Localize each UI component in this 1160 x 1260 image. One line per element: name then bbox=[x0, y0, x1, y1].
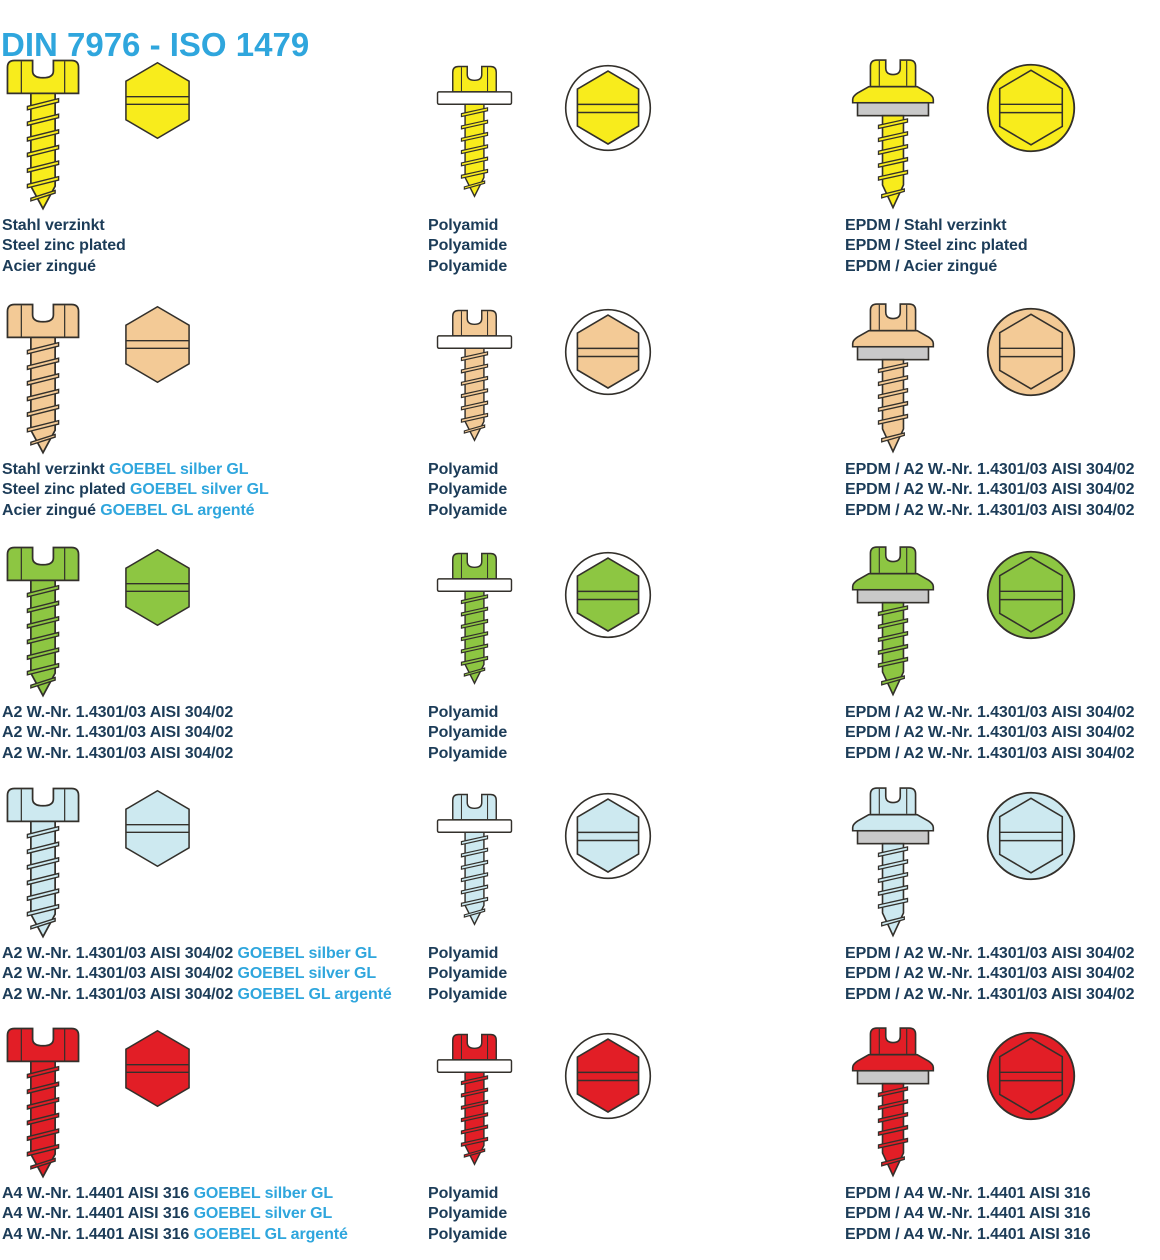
screw-polyamide-washer-side-view-icon bbox=[431, 543, 518, 696]
label-line bbox=[2, 703, 233, 723]
goebel-highlight: GOEBEL silver GL bbox=[237, 965, 377, 983]
screw-polyamide-washer-side-view-icon bbox=[431, 1024, 518, 1177]
product-row-steel-zinc bbox=[0, 48, 1160, 292]
label-text: Polyamide bbox=[428, 1205, 508, 1223]
material-label bbox=[428, 460, 507, 521]
label-line bbox=[2, 501, 269, 521]
label-line bbox=[845, 964, 1134, 984]
page-title: DIN 7976 - ISO 1479 bbox=[1, 26, 310, 64]
label-text: EPDM / Stahl verzinkt bbox=[845, 217, 1007, 234]
label-line bbox=[428, 985, 507, 1005]
screw-side-view-icon bbox=[4, 1024, 82, 1182]
label-text: EPDM / A4 W.-Nr. 1.4401 AISI 316 bbox=[845, 1205, 1091, 1223]
label-text: EPDM / A2 W.-Nr. 1.4301/03 AISI 304/02 bbox=[845, 945, 1135, 962]
material-label bbox=[428, 944, 507, 1005]
label-text: EPDM / A4 W.-Nr. 1.4401 AISI 316 bbox=[845, 1225, 1091, 1243]
label-line bbox=[428, 703, 507, 723]
label-line bbox=[845, 1184, 1091, 1204]
label-text: Polyamide bbox=[428, 257, 508, 275]
label-line bbox=[428, 257, 507, 277]
label-line bbox=[2, 1184, 348, 1204]
label-line bbox=[2, 480, 269, 500]
label-text: A2 W.-Nr. 1.4301/03 AISI 304/02 bbox=[2, 704, 234, 721]
label-line bbox=[2, 1225, 348, 1245]
label-text: Polyamide bbox=[428, 965, 508, 983]
screw-epdm-washer-side-view-icon bbox=[843, 300, 943, 458]
label-line bbox=[845, 257, 1028, 277]
product-row-a4-stainless-goebel bbox=[0, 1016, 1160, 1260]
label-line bbox=[845, 501, 1134, 521]
screw-polyamide-washer-top-view-icon bbox=[563, 1031, 653, 1121]
goebel-highlight: GOEBEL GL argenté bbox=[100, 501, 255, 519]
material-label bbox=[845, 703, 1134, 764]
label-line bbox=[428, 1225, 507, 1245]
label-line bbox=[845, 985, 1134, 1005]
goebel-highlight: GOEBEL GL argenté bbox=[237, 985, 392, 1003]
material-label bbox=[2, 944, 392, 1005]
label-text: A2 W.-Nr. 1.4301/03 AISI 304/02 bbox=[2, 724, 234, 742]
label-text: Stahl verzinkt bbox=[2, 217, 105, 234]
screw-top-view-icon bbox=[119, 788, 196, 869]
screw-polyamide-washer-top-view-icon bbox=[563, 307, 653, 397]
label-line bbox=[2, 257, 126, 277]
goebel-highlight: GOEBEL GL argenté bbox=[193, 1225, 348, 1243]
label-line bbox=[2, 460, 269, 480]
label-text: EPDM / A2 W.-Nr. 1.4301/03 AISI 304/02 bbox=[845, 724, 1135, 742]
goebel-highlight: GOEBEL silber GL bbox=[108, 461, 249, 478]
screw-side-view-icon bbox=[4, 56, 82, 214]
screw-epdm-washer-side-view-icon bbox=[843, 56, 943, 214]
label-text: Polyamide bbox=[428, 985, 508, 1003]
label-line bbox=[2, 944, 392, 964]
screw-polyamide-washer-top-view-icon bbox=[563, 791, 653, 881]
label-line bbox=[845, 460, 1134, 480]
material-label bbox=[2, 460, 269, 521]
material-label bbox=[2, 216, 126, 277]
label-line bbox=[428, 236, 507, 256]
screw-epdm-washer-top-view-icon bbox=[985, 306, 1077, 398]
label-line bbox=[428, 964, 507, 984]
label-line bbox=[845, 1225, 1091, 1245]
material-label bbox=[845, 944, 1134, 1005]
screw-side-view-icon bbox=[4, 300, 82, 458]
screw-epdm-washer-top-view-icon bbox=[985, 790, 1077, 882]
label-text: EPDM / Steel zinc plated bbox=[845, 237, 1028, 255]
product-row-steel-zinc-goebel bbox=[0, 292, 1160, 536]
screw-epdm-washer-top-view-icon bbox=[985, 1030, 1077, 1122]
screw-polyamide-washer-side-view-icon bbox=[431, 56, 518, 209]
label-text: A4 W.-Nr. 1.4401 AISI 316 bbox=[2, 1225, 194, 1243]
material-label bbox=[428, 1184, 507, 1245]
screw-polyamide-washer-top-view-icon bbox=[563, 63, 653, 153]
label-line bbox=[2, 744, 233, 764]
label-text: EPDM / Acier zingué bbox=[845, 257, 998, 275]
label-line bbox=[845, 480, 1134, 500]
label-line bbox=[2, 1204, 348, 1224]
label-line bbox=[428, 1184, 507, 1204]
goebel-highlight: GOEBEL silver GL bbox=[193, 1205, 333, 1223]
label-text: A4 W.-Nr. 1.4401 AISI 316 bbox=[2, 1205, 194, 1223]
label-text: Polyamide bbox=[428, 501, 508, 519]
screw-top-view-icon bbox=[119, 1028, 196, 1109]
label-text: Polyamide bbox=[428, 481, 508, 499]
goebel-highlight: GOEBEL silber GL bbox=[237, 945, 377, 962]
label-line bbox=[428, 1204, 507, 1224]
label-text: A2 W.-Nr. 1.4301/03 AISI 304/02 bbox=[2, 965, 238, 983]
goebel-highlight: GOEBEL silver GL bbox=[130, 481, 269, 499]
screw-epdm-washer-side-view-icon bbox=[843, 1024, 943, 1182]
screw-side-view-icon bbox=[4, 543, 82, 701]
screw-top-view-icon bbox=[119, 547, 196, 628]
material-label bbox=[845, 460, 1134, 521]
label-text: Polyamide bbox=[428, 237, 508, 255]
label-line bbox=[2, 723, 233, 743]
material-label bbox=[2, 703, 233, 764]
label-text: Acier zingué bbox=[2, 257, 96, 275]
material-label bbox=[428, 216, 507, 277]
label-text: A4 W.-Nr. 1.4401 AISI 316 bbox=[2, 1185, 194, 1202]
label-text: Steel zinc plated bbox=[2, 237, 126, 255]
label-line bbox=[845, 944, 1134, 964]
label-text: Polyamid bbox=[428, 217, 499, 234]
screw-polyamide-washer-side-view-icon bbox=[431, 784, 518, 937]
label-text: A2 W.-Nr. 1.4301/03 AISI 304/02 bbox=[2, 945, 238, 962]
screw-polyamide-washer-top-view-icon bbox=[563, 550, 653, 640]
screw-epdm-washer-side-view-icon bbox=[843, 543, 943, 701]
screw-polyamide-washer-side-view-icon bbox=[431, 300, 518, 453]
label-line bbox=[2, 216, 126, 236]
screw-top-view-icon bbox=[119, 304, 196, 385]
screw-epdm-washer-side-view-icon bbox=[843, 784, 943, 942]
label-text: Stahl verzinkt bbox=[2, 461, 109, 478]
label-text: EPDM / A2 W.-Nr. 1.4301/03 AISI 304/02 bbox=[845, 461, 1135, 478]
label-text: Polyamide bbox=[428, 724, 508, 742]
label-text: EPDM / A2 W.-Nr. 1.4301/03 AISI 304/02 bbox=[845, 501, 1135, 519]
label-line bbox=[428, 216, 507, 236]
label-text: EPDM / A2 W.-Nr. 1.4301/03 AISI 304/02 bbox=[845, 704, 1135, 721]
label-line bbox=[845, 744, 1134, 764]
label-line bbox=[428, 723, 507, 743]
product-row-a2-stainless-goebel bbox=[0, 776, 1160, 1020]
material-label bbox=[428, 703, 507, 764]
label-line bbox=[845, 236, 1028, 256]
label-text: EPDM / A2 W.-Nr. 1.4301/03 AISI 304/02 bbox=[845, 985, 1135, 1003]
label-line bbox=[2, 236, 126, 256]
goebel-highlight: GOEBEL silber GL bbox=[193, 1185, 334, 1202]
screw-side-view-icon bbox=[4, 784, 82, 942]
label-text: EPDM / A2 W.-Nr. 1.4301/03 AISI 304/02 bbox=[845, 481, 1135, 499]
label-text: A2 W.-Nr. 1.4301/03 AISI 304/02 bbox=[2, 985, 238, 1003]
product-row-a2-stainless bbox=[0, 535, 1160, 779]
label-line bbox=[428, 744, 507, 764]
label-line bbox=[845, 1204, 1091, 1224]
label-text: EPDM / A2 W.-Nr. 1.4301/03 AISI 304/02 bbox=[845, 744, 1135, 762]
screw-top-view-icon bbox=[119, 60, 196, 141]
material-label bbox=[845, 1184, 1091, 1245]
label-text: EPDM / A2 W.-Nr. 1.4301/03 AISI 304/02 bbox=[845, 965, 1135, 983]
label-text: Polyamide bbox=[428, 1225, 508, 1243]
label-text: Polyamid bbox=[428, 1185, 499, 1202]
screw-epdm-washer-top-view-icon bbox=[985, 549, 1077, 641]
label-text: Steel zinc plated bbox=[2, 481, 131, 499]
material-label bbox=[2, 1184, 348, 1245]
label-line bbox=[428, 480, 507, 500]
label-text: Polyamide bbox=[428, 744, 508, 762]
label-text: EPDM / A4 W.-Nr. 1.4401 AISI 316 bbox=[845, 1185, 1091, 1202]
label-line bbox=[428, 460, 507, 480]
label-line bbox=[845, 216, 1028, 236]
label-line bbox=[428, 501, 507, 521]
material-label bbox=[845, 216, 1028, 277]
label-text: A2 W.-Nr. 1.4301/03 AISI 304/02 bbox=[2, 744, 234, 762]
label-line bbox=[2, 985, 392, 1005]
label-line bbox=[845, 723, 1134, 743]
label-text: Polyamid bbox=[428, 945, 499, 962]
label-text: Polyamid bbox=[428, 461, 499, 478]
label-line bbox=[845, 703, 1134, 723]
label-line bbox=[428, 944, 507, 964]
label-text: Acier zingué bbox=[2, 501, 101, 519]
screw-epdm-washer-top-view-icon bbox=[985, 62, 1077, 154]
label-line bbox=[2, 964, 392, 984]
label-text: Polyamid bbox=[428, 704, 499, 721]
